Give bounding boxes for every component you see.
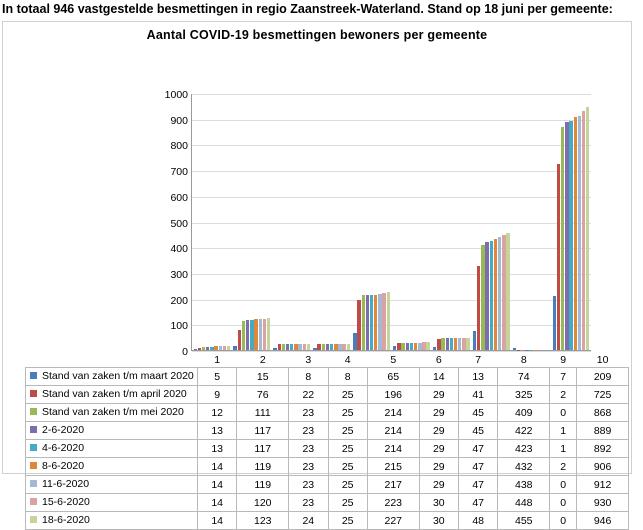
bar bbox=[313, 348, 316, 350]
table-cell: 438 bbox=[498, 476, 550, 494]
table-cell: 23 bbox=[289, 404, 328, 422]
table-cell: 25 bbox=[328, 458, 367, 476]
legend-entry bbox=[26, 404, 198, 422]
table-cell: 25 bbox=[328, 386, 367, 404]
table-cell: 29 bbox=[419, 386, 458, 404]
table-cell: 29 bbox=[419, 440, 458, 458]
chart-container bbox=[2, 21, 632, 474]
y-axis-tick-label: 800 bbox=[170, 140, 188, 152]
data-table bbox=[25, 352, 629, 530]
bar bbox=[506, 233, 509, 350]
column-header: 2 bbox=[237, 352, 289, 368]
table-row bbox=[26, 386, 629, 404]
bar bbox=[198, 348, 201, 350]
bar bbox=[370, 295, 373, 350]
bar-group bbox=[312, 94, 352, 350]
bar bbox=[307, 344, 310, 350]
table-cell: 29 bbox=[419, 458, 458, 476]
bar bbox=[233, 346, 236, 350]
bar bbox=[347, 344, 350, 350]
table-cell: 725 bbox=[577, 386, 629, 404]
bar bbox=[317, 344, 320, 350]
table-cell: 23 bbox=[289, 494, 328, 512]
table-cell: 65 bbox=[367, 368, 419, 386]
table-cell: 5 bbox=[198, 368, 237, 386]
table-cell: 25 bbox=[328, 512, 367, 530]
table-cell: 9 bbox=[198, 386, 237, 404]
y-axis-tick-label: 400 bbox=[170, 243, 188, 255]
table-cell: 41 bbox=[459, 386, 498, 404]
bar bbox=[286, 344, 289, 350]
table-cell: 0 bbox=[550, 494, 577, 512]
table-cell: 8 bbox=[289, 368, 328, 386]
column-header: 10 bbox=[577, 352, 629, 368]
table-cell: 1 bbox=[550, 422, 577, 440]
bar bbox=[441, 338, 444, 350]
legend-label: 15-6-2020 bbox=[42, 497, 90, 509]
legend-swatch-icon bbox=[30, 462, 37, 469]
table-row bbox=[26, 458, 629, 476]
table-row bbox=[26, 476, 629, 494]
bar bbox=[574, 117, 577, 350]
table-cell: 409 bbox=[498, 404, 550, 422]
bar bbox=[437, 339, 440, 350]
legend-swatch-icon bbox=[30, 372, 37, 379]
bar bbox=[194, 349, 197, 350]
y-axis-tick-label: 0 bbox=[182, 346, 188, 358]
y-axis-tick-label: 100 bbox=[170, 320, 188, 332]
bar bbox=[426, 342, 429, 350]
bar bbox=[553, 296, 556, 350]
table-cell: 455 bbox=[498, 512, 550, 530]
legend-entry bbox=[26, 422, 198, 440]
bar bbox=[223, 346, 226, 350]
bar bbox=[263, 319, 266, 350]
table-cell: 29 bbox=[419, 476, 458, 494]
y-axis-tick-label: 500 bbox=[170, 218, 188, 230]
table-cell: 119 bbox=[237, 458, 289, 476]
bar-group bbox=[471, 94, 511, 350]
table-row bbox=[26, 422, 629, 440]
table-corner-cell bbox=[26, 352, 198, 368]
table-cell: 868 bbox=[577, 404, 629, 422]
table-cell: 25 bbox=[328, 440, 367, 458]
bar bbox=[238, 330, 241, 350]
bar bbox=[267, 318, 270, 350]
table-cell: 432 bbox=[498, 458, 550, 476]
bar bbox=[481, 245, 484, 350]
bar bbox=[374, 295, 377, 350]
legend-label: 4-6-2020 bbox=[42, 443, 84, 455]
table-cell: 120 bbox=[237, 494, 289, 512]
table-cell: 25 bbox=[328, 494, 367, 512]
table-cell: 912 bbox=[577, 476, 629, 494]
bar bbox=[397, 343, 400, 350]
legend-entry bbox=[26, 494, 198, 512]
legend-entry bbox=[26, 368, 198, 386]
table-cell: 111 bbox=[237, 404, 289, 422]
table-cell: 48 bbox=[459, 512, 498, 530]
bar bbox=[513, 348, 516, 350]
table-cell: 946 bbox=[577, 512, 629, 530]
bar bbox=[387, 292, 390, 350]
column-header: 3 bbox=[289, 352, 328, 368]
table-cell: 30 bbox=[419, 512, 458, 530]
table-cell: 45 bbox=[459, 422, 498, 440]
bar bbox=[446, 338, 449, 350]
table-cell: 14 bbox=[198, 476, 237, 494]
table-cell: 906 bbox=[577, 458, 629, 476]
bar bbox=[338, 344, 341, 350]
bar bbox=[561, 127, 564, 350]
bar bbox=[433, 347, 436, 350]
table-cell: 119 bbox=[237, 476, 289, 494]
y-axis-tick-label: 900 bbox=[170, 115, 188, 127]
bar bbox=[282, 344, 285, 350]
table-cell: 227 bbox=[367, 512, 419, 530]
bar bbox=[334, 344, 337, 350]
page-headline: In totaal 946 vastgestelde besmettingen in regio Zaanstreek-Waterland. Stand op 18 juni per gemeente: bbox=[0, 0, 641, 21]
table-cell: 215 bbox=[367, 458, 419, 476]
bar bbox=[278, 344, 281, 350]
table-cell: 196 bbox=[367, 386, 419, 404]
table-cell: 15 bbox=[237, 368, 289, 386]
bar bbox=[406, 343, 409, 350]
bar bbox=[362, 295, 365, 350]
table-cell: 29 bbox=[419, 404, 458, 422]
table-cell: 217 bbox=[367, 476, 419, 494]
table-cell: 0 bbox=[550, 512, 577, 530]
table-row bbox=[26, 404, 629, 422]
y-axis-tick-label: 600 bbox=[170, 192, 188, 204]
bar bbox=[322, 344, 325, 350]
table-cell: 29 bbox=[419, 422, 458, 440]
table-cell: 25 bbox=[328, 404, 367, 422]
bar bbox=[393, 346, 396, 350]
legend-swatch-icon bbox=[30, 516, 37, 523]
bar bbox=[254, 319, 257, 350]
table-cell: 2 bbox=[550, 386, 577, 404]
table-cell: 47 bbox=[459, 476, 498, 494]
table-cell: 25 bbox=[328, 476, 367, 494]
legend-swatch-icon bbox=[30, 444, 37, 451]
bar bbox=[382, 293, 385, 350]
table-cell: 448 bbox=[498, 494, 550, 512]
table-cell: 889 bbox=[577, 422, 629, 440]
table-cell: 8 bbox=[328, 368, 367, 386]
bar bbox=[485, 242, 488, 350]
legend-swatch-icon bbox=[30, 480, 37, 487]
table-cell: 12 bbox=[198, 404, 237, 422]
table-cell: 117 bbox=[237, 440, 289, 458]
bar bbox=[326, 344, 329, 350]
table-cell: 930 bbox=[577, 494, 629, 512]
table-cell: 47 bbox=[459, 458, 498, 476]
table-cell: 23 bbox=[289, 476, 328, 494]
bar-group bbox=[392, 94, 432, 350]
legend-swatch-icon bbox=[30, 498, 37, 505]
bar bbox=[569, 121, 572, 350]
y-axis-tick-label: 700 bbox=[170, 166, 188, 178]
bar bbox=[259, 319, 262, 350]
table-cell: 45 bbox=[459, 404, 498, 422]
bar bbox=[578, 116, 581, 350]
bar bbox=[466, 338, 469, 350]
bar bbox=[517, 350, 520, 351]
bar-group bbox=[551, 94, 591, 350]
legend-entry bbox=[26, 512, 198, 530]
column-header: 6 bbox=[419, 352, 458, 368]
legend-entry bbox=[26, 476, 198, 494]
bar bbox=[353, 333, 356, 350]
bar bbox=[450, 338, 453, 350]
bar bbox=[534, 350, 537, 351]
bar-group bbox=[192, 94, 232, 350]
table-cell: 209 bbox=[577, 368, 629, 386]
legend-swatch-icon bbox=[30, 390, 37, 397]
bar bbox=[366, 295, 369, 350]
bar-group bbox=[431, 94, 471, 350]
bar bbox=[410, 343, 413, 350]
column-header: 5 bbox=[367, 352, 419, 368]
legend-label: 11-6-2020 bbox=[42, 479, 89, 491]
bar bbox=[227, 346, 230, 350]
table-cell: 23 bbox=[289, 422, 328, 440]
table-cell: 7 bbox=[550, 368, 577, 386]
bar bbox=[557, 164, 560, 350]
table-cell: 214 bbox=[367, 422, 419, 440]
table-cell: 423 bbox=[498, 440, 550, 458]
legend-entry bbox=[26, 440, 198, 458]
legend-label: 2-6-2020 bbox=[42, 425, 84, 437]
table-row bbox=[26, 440, 629, 458]
bar-groups bbox=[192, 94, 591, 350]
bar bbox=[357, 300, 360, 350]
bar bbox=[473, 331, 476, 350]
table-cell: 892 bbox=[577, 440, 629, 458]
bar bbox=[401, 343, 404, 350]
bar bbox=[498, 237, 501, 350]
bar bbox=[422, 342, 425, 350]
bar-group bbox=[511, 94, 551, 350]
bar-group bbox=[232, 94, 272, 350]
table-cell: 14 bbox=[198, 512, 237, 530]
bar bbox=[202, 347, 205, 350]
chart-plot-area bbox=[191, 94, 591, 351]
y-axis-tick-label: 300 bbox=[170, 269, 188, 281]
column-header: 1 bbox=[198, 352, 237, 368]
legend-label: 18-6-2020 bbox=[42, 515, 90, 527]
bar bbox=[494, 239, 497, 350]
table-cell: 14 bbox=[419, 368, 458, 386]
column-header: 8 bbox=[498, 352, 550, 368]
table-cell: 325 bbox=[498, 386, 550, 404]
bar bbox=[214, 346, 217, 350]
bar bbox=[414, 343, 417, 350]
bar bbox=[250, 320, 253, 350]
bar bbox=[330, 344, 333, 350]
table-cell: 422 bbox=[498, 422, 550, 440]
table-cell: 123 bbox=[237, 512, 289, 530]
table-cell: 47 bbox=[459, 440, 498, 458]
table-cell: 25 bbox=[328, 422, 367, 440]
table-cell: 1 bbox=[550, 440, 577, 458]
bar bbox=[462, 338, 465, 350]
table-cell: 0 bbox=[550, 404, 577, 422]
legend-entry bbox=[26, 386, 198, 404]
table-row bbox=[26, 368, 629, 386]
legend-label: Stand van zaken t/m mei 2020 bbox=[42, 407, 184, 419]
column-header: 4 bbox=[328, 352, 367, 368]
bar bbox=[477, 266, 480, 350]
table-header-row bbox=[26, 352, 629, 368]
table-cell: 13 bbox=[198, 440, 237, 458]
bar bbox=[290, 344, 293, 350]
table-cell: 74 bbox=[498, 368, 550, 386]
bar-group bbox=[352, 94, 392, 350]
table-cell: 76 bbox=[237, 386, 289, 404]
table-row bbox=[26, 494, 629, 512]
bar bbox=[210, 347, 213, 350]
bar bbox=[246, 320, 249, 350]
legend-label: Stand van zaken t/m april 2020 bbox=[42, 389, 187, 401]
bar bbox=[219, 346, 222, 350]
column-header: 7 bbox=[459, 352, 498, 368]
bar bbox=[273, 348, 276, 350]
column-header: 9 bbox=[550, 352, 577, 368]
chart-title: Aantal COVID-19 besmettingen bewoners per gemeente bbox=[3, 28, 631, 42]
bar bbox=[565, 122, 568, 350]
table-cell: 0 bbox=[550, 476, 577, 494]
bar bbox=[582, 111, 585, 350]
bar bbox=[303, 344, 306, 350]
bar bbox=[454, 338, 457, 350]
table-row bbox=[26, 512, 629, 530]
table-cell: 13 bbox=[198, 422, 237, 440]
table-cell: 117 bbox=[237, 422, 289, 440]
table-cell: 214 bbox=[367, 440, 419, 458]
table-cell: 14 bbox=[198, 494, 237, 512]
y-axis-tick-label: 200 bbox=[170, 295, 188, 307]
table-cell: 214 bbox=[367, 404, 419, 422]
table-cell: 47 bbox=[459, 494, 498, 512]
bar bbox=[458, 338, 461, 350]
table-cell: 22 bbox=[289, 386, 328, 404]
bar bbox=[298, 344, 301, 350]
table-cell: 24 bbox=[289, 512, 328, 530]
y-axis-tick-label: 1000 bbox=[165, 89, 188, 101]
bar bbox=[342, 344, 345, 350]
table-cell: 223 bbox=[367, 494, 419, 512]
bar bbox=[242, 321, 245, 350]
bar bbox=[294, 344, 297, 350]
legend-swatch-icon bbox=[30, 408, 37, 415]
legend-label: Stand van zaken t/m maart 2020 bbox=[42, 371, 194, 383]
bar-group bbox=[272, 94, 312, 350]
table-cell: 23 bbox=[289, 440, 328, 458]
legend-swatch-icon bbox=[30, 426, 37, 433]
legend-label: 8-6-2020 bbox=[42, 461, 84, 473]
bar bbox=[206, 347, 209, 350]
bar bbox=[586, 107, 589, 350]
legend-entry bbox=[26, 458, 198, 476]
table-cell: 2 bbox=[550, 458, 577, 476]
bar bbox=[490, 241, 493, 350]
bar bbox=[378, 294, 381, 350]
table-cell: 23 bbox=[289, 458, 328, 476]
table-cell: 30 bbox=[419, 494, 458, 512]
table-cell: 14 bbox=[198, 458, 237, 476]
table-cell: 13 bbox=[459, 368, 498, 386]
bar bbox=[502, 235, 505, 350]
bar bbox=[418, 343, 421, 350]
